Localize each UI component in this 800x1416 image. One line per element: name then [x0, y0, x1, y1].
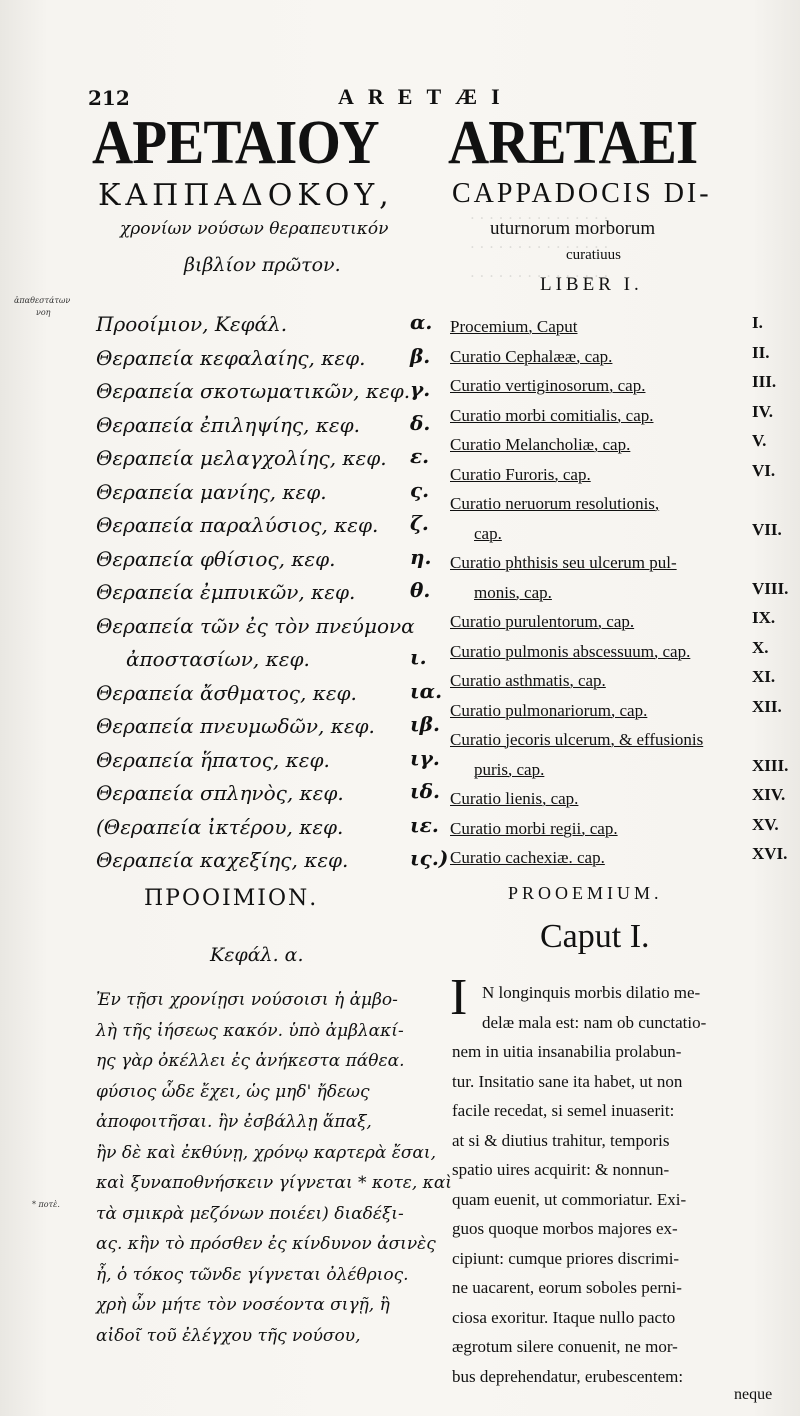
margin-note-3: * ποτὲ. [32, 1200, 60, 1209]
greek-toc-number: β. [410, 343, 431, 368]
latin-toc-entry: Curatio purulentorum, cap. [450, 612, 635, 631]
greek-body-line: ἀποφοιτῆσαι. ἢν ἐσβάλλῃ ἅπαξ, [96, 1112, 372, 1132]
latin-toc-entry: Curatio vertiginosorum, cap. [450, 376, 646, 395]
latin-body-line: cipiunt: cumque priores discrimi- [452, 1248, 680, 1268]
latin-toc-number: X. [752, 637, 769, 657]
greek-body-line: ἢν δὲ καὶ ἐκθύνῃ, χρόνῳ καρτερὰ ἔσαι, [96, 1142, 436, 1163]
greek-toc-entry: Θεραπεία κεφαλαίης, κεφ. [96, 345, 366, 370]
greek-subtitle: ΚΑΠΠΑΔΟΚΟΥ, [98, 178, 394, 213]
latin-toc-entry: Curatio Cephalææ, cap. [450, 346, 613, 366]
greek-toc-entry: Θεραπεία τῶν ἐς τὸν πνεύμονα [96, 613, 415, 638]
greek-toc-entry: Θεραπεία ἥπατος, κεφ. [96, 747, 330, 772]
greek-section-title: ΠΡΟΟΙΜΙΟΝ. [144, 886, 319, 911]
latin-toc-number: XI. [752, 667, 776, 686]
greek-toc-entry: Θεραπεία σπληνὸς, κεφ. [96, 781, 344, 805]
greek-toc-number: δ. [410, 410, 431, 435]
catchword: neque [734, 1386, 773, 1403]
greek-toc-entry: Θεραπεία παραλύσιος, κεφ. [96, 513, 379, 537]
latin-chapter: Caput I. [540, 918, 650, 955]
greek-toc-entry: Θεραπεία μελαγχολίης, κεφ. [96, 446, 387, 470]
latin-toc-number: IV. [752, 401, 773, 421]
margin-note-1: ἀπαθεστάτων [14, 296, 71, 305]
latin-toc-entry: Curatio morbi regii, cap. [450, 818, 618, 838]
greek-toc-entry: Θεραπεία μανίης, κεφ. [96, 479, 327, 504]
greek-toc-entry: Θεραπεία ἐμπυικῶν, κεφ. [96, 580, 356, 604]
greek-body-line: λὴ τῆς ἰήσεως κακόν. ὑπὸ ἀμβλακί- [96, 1020, 404, 1041]
greek-toc-entry: Θεραπεία σκοτωματικῶν, κεφ. [96, 379, 411, 403]
greek-toc-number: ι. [410, 645, 427, 669]
latin-title: ARETAEI [448, 109, 698, 177]
greek-body-line: φύσιος ὧδε ἔχει, ὡς μηδ' ἤδεως [96, 1081, 370, 1102]
latin-body-line: nem in uitia insanabilia prolabun- [452, 1042, 682, 1061]
greek-toc-entry: (Θεραπεία ἰκτέρου, κεφ. [96, 814, 344, 839]
page-number: 212 [88, 86, 130, 110]
greek-toc-entry: ἀποστασίων, κεφ. [126, 647, 310, 671]
greek-toc-number: ιδ. [410, 779, 440, 803]
latin-toc-number: VII. [752, 519, 782, 539]
greek-body-line: καὶ ξυναποθνήσκειν γίγνεται * κοτε, καὶ [96, 1173, 452, 1193]
greek-toc-entry: Προοίμιον, Κεφάλ. [96, 312, 288, 336]
latin-heading-line-2: curatiuus [566, 247, 621, 263]
greek-toc-number: ις.) [410, 846, 449, 870]
latin-toc-number: III. [752, 372, 777, 391]
greek-toc-number: α. [410, 310, 433, 334]
latin-toc-entry: monis, cap. [474, 582, 552, 602]
greek-body-line: ἦ, ὁ τόκος τῶνδε γίγνεται ὀλέθριος. [96, 1264, 409, 1285]
latin-toc-number: XV. [752, 814, 779, 834]
latin-toc-entry: Curatio pulmonariorum, cap. [450, 700, 648, 720]
latin-toc-number: II. [752, 342, 770, 362]
greek-toc-entry: Θεραπεία ἐπιληψίης, κεφ. [96, 412, 360, 437]
latin-body-line: delæ mala est: nam ob cunctatio- [482, 1012, 707, 1032]
greek-toc-entry: Θεραπεία ἄσθματος, κεφ. [96, 680, 357, 705]
latin-body-line: ciosa exoritur. Itaque nullo pacto [452, 1307, 676, 1327]
latin-toc-entry: Procemium, Caput [450, 317, 578, 336]
latin-toc-number: VI. [752, 460, 776, 480]
latin-toc-entry: Curatio jecoris ulcerum, & effusionis [450, 730, 704, 749]
greek-body-line: αἰδοῖ τοῦ ἐλέγχου τῆς νούσου, [96, 1325, 361, 1346]
greek-chapter: Κεφάλ. α. [210, 944, 304, 966]
latin-toc-number: XVI. [752, 844, 788, 863]
latin-body-line: spatio uires acquirit: & nonnun- [452, 1160, 670, 1179]
latin-body-line: at si & diutius trahitur, temporis [452, 1130, 670, 1150]
latin-toc-number: XIV. [752, 785, 786, 804]
latin-body-line: N longinquis morbis dilatio me- [482, 983, 701, 1002]
latin-liber: LIBER I. [540, 274, 643, 295]
latin-toc-entry: Curatio cachexiæ. cap. [450, 848, 605, 867]
latin-toc-entry: cap. [474, 523, 502, 543]
latin-subtitle: CAPPADOCIS DI- [452, 178, 712, 209]
greek-toc-number: ζ. [410, 511, 429, 535]
latin-toc-number: XIII. [752, 755, 789, 775]
greek-toc-number: ιε. [410, 812, 439, 837]
latin-body-line: ne uacarent, eorum soboles perni- [452, 1278, 682, 1297]
latin-toc-entry: Curatio asthmatis, cap. [450, 671, 606, 690]
greek-body-line: Ἐν τῇσι χρονίῃσι νούσοισι ἡ ἀμβο- [96, 990, 398, 1010]
latin-toc-entry: Curatio pulmonis abscessuum, cap. [450, 641, 691, 661]
latin-toc-entry: Curatio phthisis seu ulcerum pul- [450, 553, 677, 572]
running-head: ARETÆI [338, 84, 514, 109]
latin-heading-line-1: uturnorum morborum [490, 218, 656, 239]
latin-body-line: guos quoque morbos majores ex- [452, 1219, 678, 1238]
latin-toc-number: V. [752, 431, 767, 450]
latin-body-line: facile recedat, si semel inuaserit: [452, 1101, 675, 1120]
latin-body-line: bus deprehendatur, erubescentem: [452, 1366, 684, 1386]
latin-toc-entry: Curatio morbi comitialis, cap. [450, 405, 654, 425]
greek-toc-number: γ. [410, 377, 431, 401]
latin-toc-entry: Curatio Furoris, cap. [450, 464, 591, 484]
greek-toc-entry: Θεραπεία καχεξίης, κεφ. [96, 848, 349, 872]
greek-heading-line-1: χρονίων νούσων θεραπευτικόν [120, 219, 389, 239]
greek-toc-number: ιγ. [410, 745, 440, 770]
latin-toc-number: I. [752, 313, 763, 332]
greek-toc-number: ε. [410, 444, 430, 468]
greek-body-line: ης γὰρ ὀκέλλει ἐς ἀνήκεστα πάθεα. [96, 1051, 405, 1071]
greek-toc-number: ς. [410, 477, 430, 502]
greek-toc-number: η. [410, 544, 432, 569]
latin-toc-entry: puris, cap. [474, 759, 545, 779]
greek-toc-number: θ. [410, 578, 431, 602]
drop-cap: I [450, 969, 468, 1026]
greek-body-line: χρὴ ὦν μήτε τὸν νοσέοντα σιγῇ, ἢ [96, 1295, 390, 1315]
latin-toc-entry: Curatio Melancholiæ, cap. [450, 435, 631, 454]
greek-toc-entry: Θεραπεία πνευμωδῶν, κεφ. [96, 714, 375, 738]
latin-body-line: tur. Insitatio sane ita habet, ut non [452, 1071, 683, 1091]
margin-note-2: νοη [36, 308, 51, 317]
latin-toc-number: VIII. [752, 578, 789, 598]
greek-body-line: τὰ σμικρὰ μεζόνων ποιέει) διαδέξι- [96, 1203, 404, 1224]
latin-section-title: PROOEMIUM. [508, 883, 663, 903]
show-through-text: . . . . . . . . . . . . . . . . . . . . . . . . . . . . . . . . . . . . . . . . . . . . . [470, 205, 609, 281]
latin-toc-number: XII. [752, 696, 782, 716]
greek-title: ΑΡΕΤΑΙΟΥ [92, 109, 379, 177]
greek-body-line: ας. κἢν τὸ πρόσθεν ἐς κίνδυνον ἀσινὲς [96, 1234, 436, 1254]
greek-toc-number: ιβ. [410, 712, 440, 736]
latin-body-line: ægrotum silere conuenit, ne mor- [452, 1337, 678, 1356]
greek-toc-number: ια. [410, 678, 443, 703]
latin-toc-number: IX. [752, 608, 776, 627]
greek-heading-line-2: βιβλίον πρῶτον. [184, 254, 341, 276]
latin-toc-entry: Curatio neruorum resolutionis, [450, 494, 660, 513]
latin-body-line: quam euenit, ut commoriatur. Exi- [452, 1189, 687, 1209]
greek-toc-entry: Θεραπεία φθίσιος, κεφ. [96, 546, 336, 571]
latin-toc-entry: Curatio lienis, cap. [450, 789, 579, 808]
